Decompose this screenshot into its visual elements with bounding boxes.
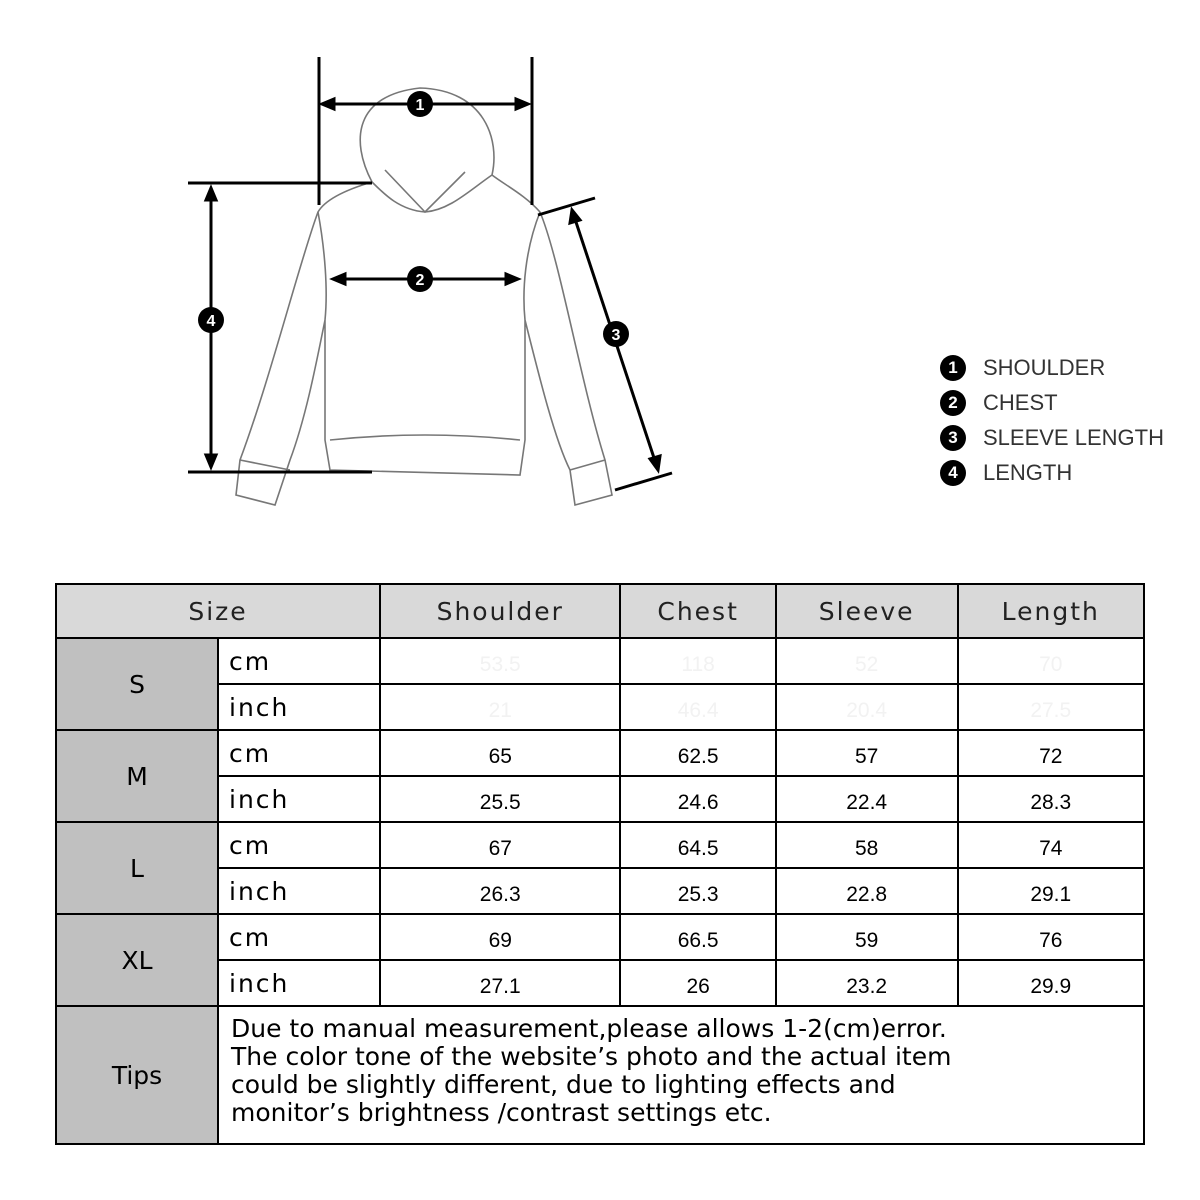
legend-item — [940, 385, 1164, 420]
measurement-cell: 22.4 — [776, 776, 958, 822]
legend-label: CHEST — [983, 389, 1058, 415]
header-sleeve: Sleeve — [776, 584, 958, 638]
unit-label: inch — [218, 960, 380, 1006]
measurement-cell: 52 — [776, 638, 958, 684]
header-size: Size — [56, 584, 380, 638]
table-row — [56, 684, 1144, 730]
measurement-cell: 29.1 — [958, 868, 1144, 914]
measurement-cell: 21 — [380, 684, 620, 730]
measurement-cell: 69 — [380, 914, 620, 960]
size-label: XL — [56, 914, 218, 1006]
legend-number: 2 — [940, 390, 966, 416]
unit-label: inch — [218, 776, 380, 822]
measurement-cell: 24.6 — [620, 776, 775, 822]
tips-line: The color tone of the website’s photo and the actual item — [231, 1042, 952, 1071]
measurement-cell: 25.5 — [380, 776, 620, 822]
measurement-cell: 27.5 — [958, 684, 1144, 730]
header-shoulder: Shoulder — [380, 584, 620, 638]
tips-label: Tips — [56, 1006, 218, 1144]
measurement-cell: 53.5 — [380, 638, 620, 684]
measurement-cell: 27.1 — [380, 960, 620, 1006]
measurement-cell: 26.3 — [380, 868, 620, 914]
legend-number: 3 — [940, 425, 966, 451]
unit-label: cm — [218, 914, 380, 960]
legend — [940, 350, 1164, 490]
measurement-cell: 29.9 — [958, 960, 1144, 1006]
size-table — [55, 583, 1145, 1145]
measurement-cell: 118 — [620, 638, 775, 684]
legend-item — [940, 350, 1164, 385]
measurement-cell: 70 — [958, 638, 1144, 684]
measurement-cell: 23.2 — [776, 960, 958, 1006]
measurement-cell: 66.5 — [620, 914, 775, 960]
measurement-cell: 28.3 — [958, 776, 1144, 822]
tips-line: monitor’s brightness /contrast settings etc. — [231, 1098, 772, 1127]
marker-4: 4 — [206, 313, 216, 330]
measurement-cell: 25.3 — [620, 868, 775, 914]
hood-opening — [385, 170, 465, 212]
tips-line: Due to manual measurement,please allows 1-2(cm)error. — [231, 1014, 947, 1043]
unit-label: cm — [218, 638, 380, 684]
measurement-cell: 20.4 — [776, 684, 958, 730]
legend-label: SHOULDER — [983, 354, 1106, 380]
unit-label: cm — [218, 730, 380, 776]
legend-number: 1 — [940, 355, 966, 381]
marker-2: 2 — [415, 272, 425, 289]
marker-1: 1 — [415, 97, 425, 114]
measurement-cell: 76 — [958, 914, 1144, 960]
marker-3: 3 — [611, 327, 621, 344]
header-length: Length — [958, 584, 1144, 638]
table-row — [56, 822, 1144, 868]
legend-item — [940, 455, 1164, 490]
measurement-cell: 26 — [620, 960, 775, 1006]
table-row — [56, 730, 1144, 776]
measurement-cell: 59 — [776, 914, 958, 960]
legend-item — [940, 420, 1164, 455]
legend-label: SLEEVE LENGTH — [983, 424, 1164, 450]
table-row — [56, 868, 1144, 914]
measurement-cell: 74 — [958, 822, 1144, 868]
table-row — [56, 776, 1144, 822]
size-label: L — [56, 822, 218, 914]
body — [236, 175, 612, 505]
measurement-cell: 72 — [958, 730, 1144, 776]
measurement-cell: 22.8 — [776, 868, 958, 914]
size-label: S — [56, 638, 218, 730]
unit-label: cm — [218, 822, 380, 868]
tips-text — [218, 1006, 1144, 1144]
measurement-cell: 57 — [776, 730, 958, 776]
legend-label: LENGTH — [983, 459, 1073, 485]
measurement-cell: 65 — [380, 730, 620, 776]
size-label: M — [56, 730, 218, 822]
measurement-cell: 67 — [380, 822, 620, 868]
unit-label: inch — [218, 684, 380, 730]
unit-label: inch — [218, 868, 380, 914]
tips-line: could be slightly different, due to lighting effects and — [231, 1070, 896, 1099]
measurement-cell: 64.5 — [620, 822, 775, 868]
measurement-cell: 46.4 — [620, 684, 775, 730]
table-row — [56, 960, 1144, 1006]
header-chest: Chest — [620, 584, 775, 638]
measurement-cell: 58 — [776, 822, 958, 868]
measurement-cell: 62.5 — [620, 730, 775, 776]
table-row — [56, 638, 1144, 684]
legend-number: 4 — [940, 460, 966, 486]
table-row — [56, 914, 1144, 960]
